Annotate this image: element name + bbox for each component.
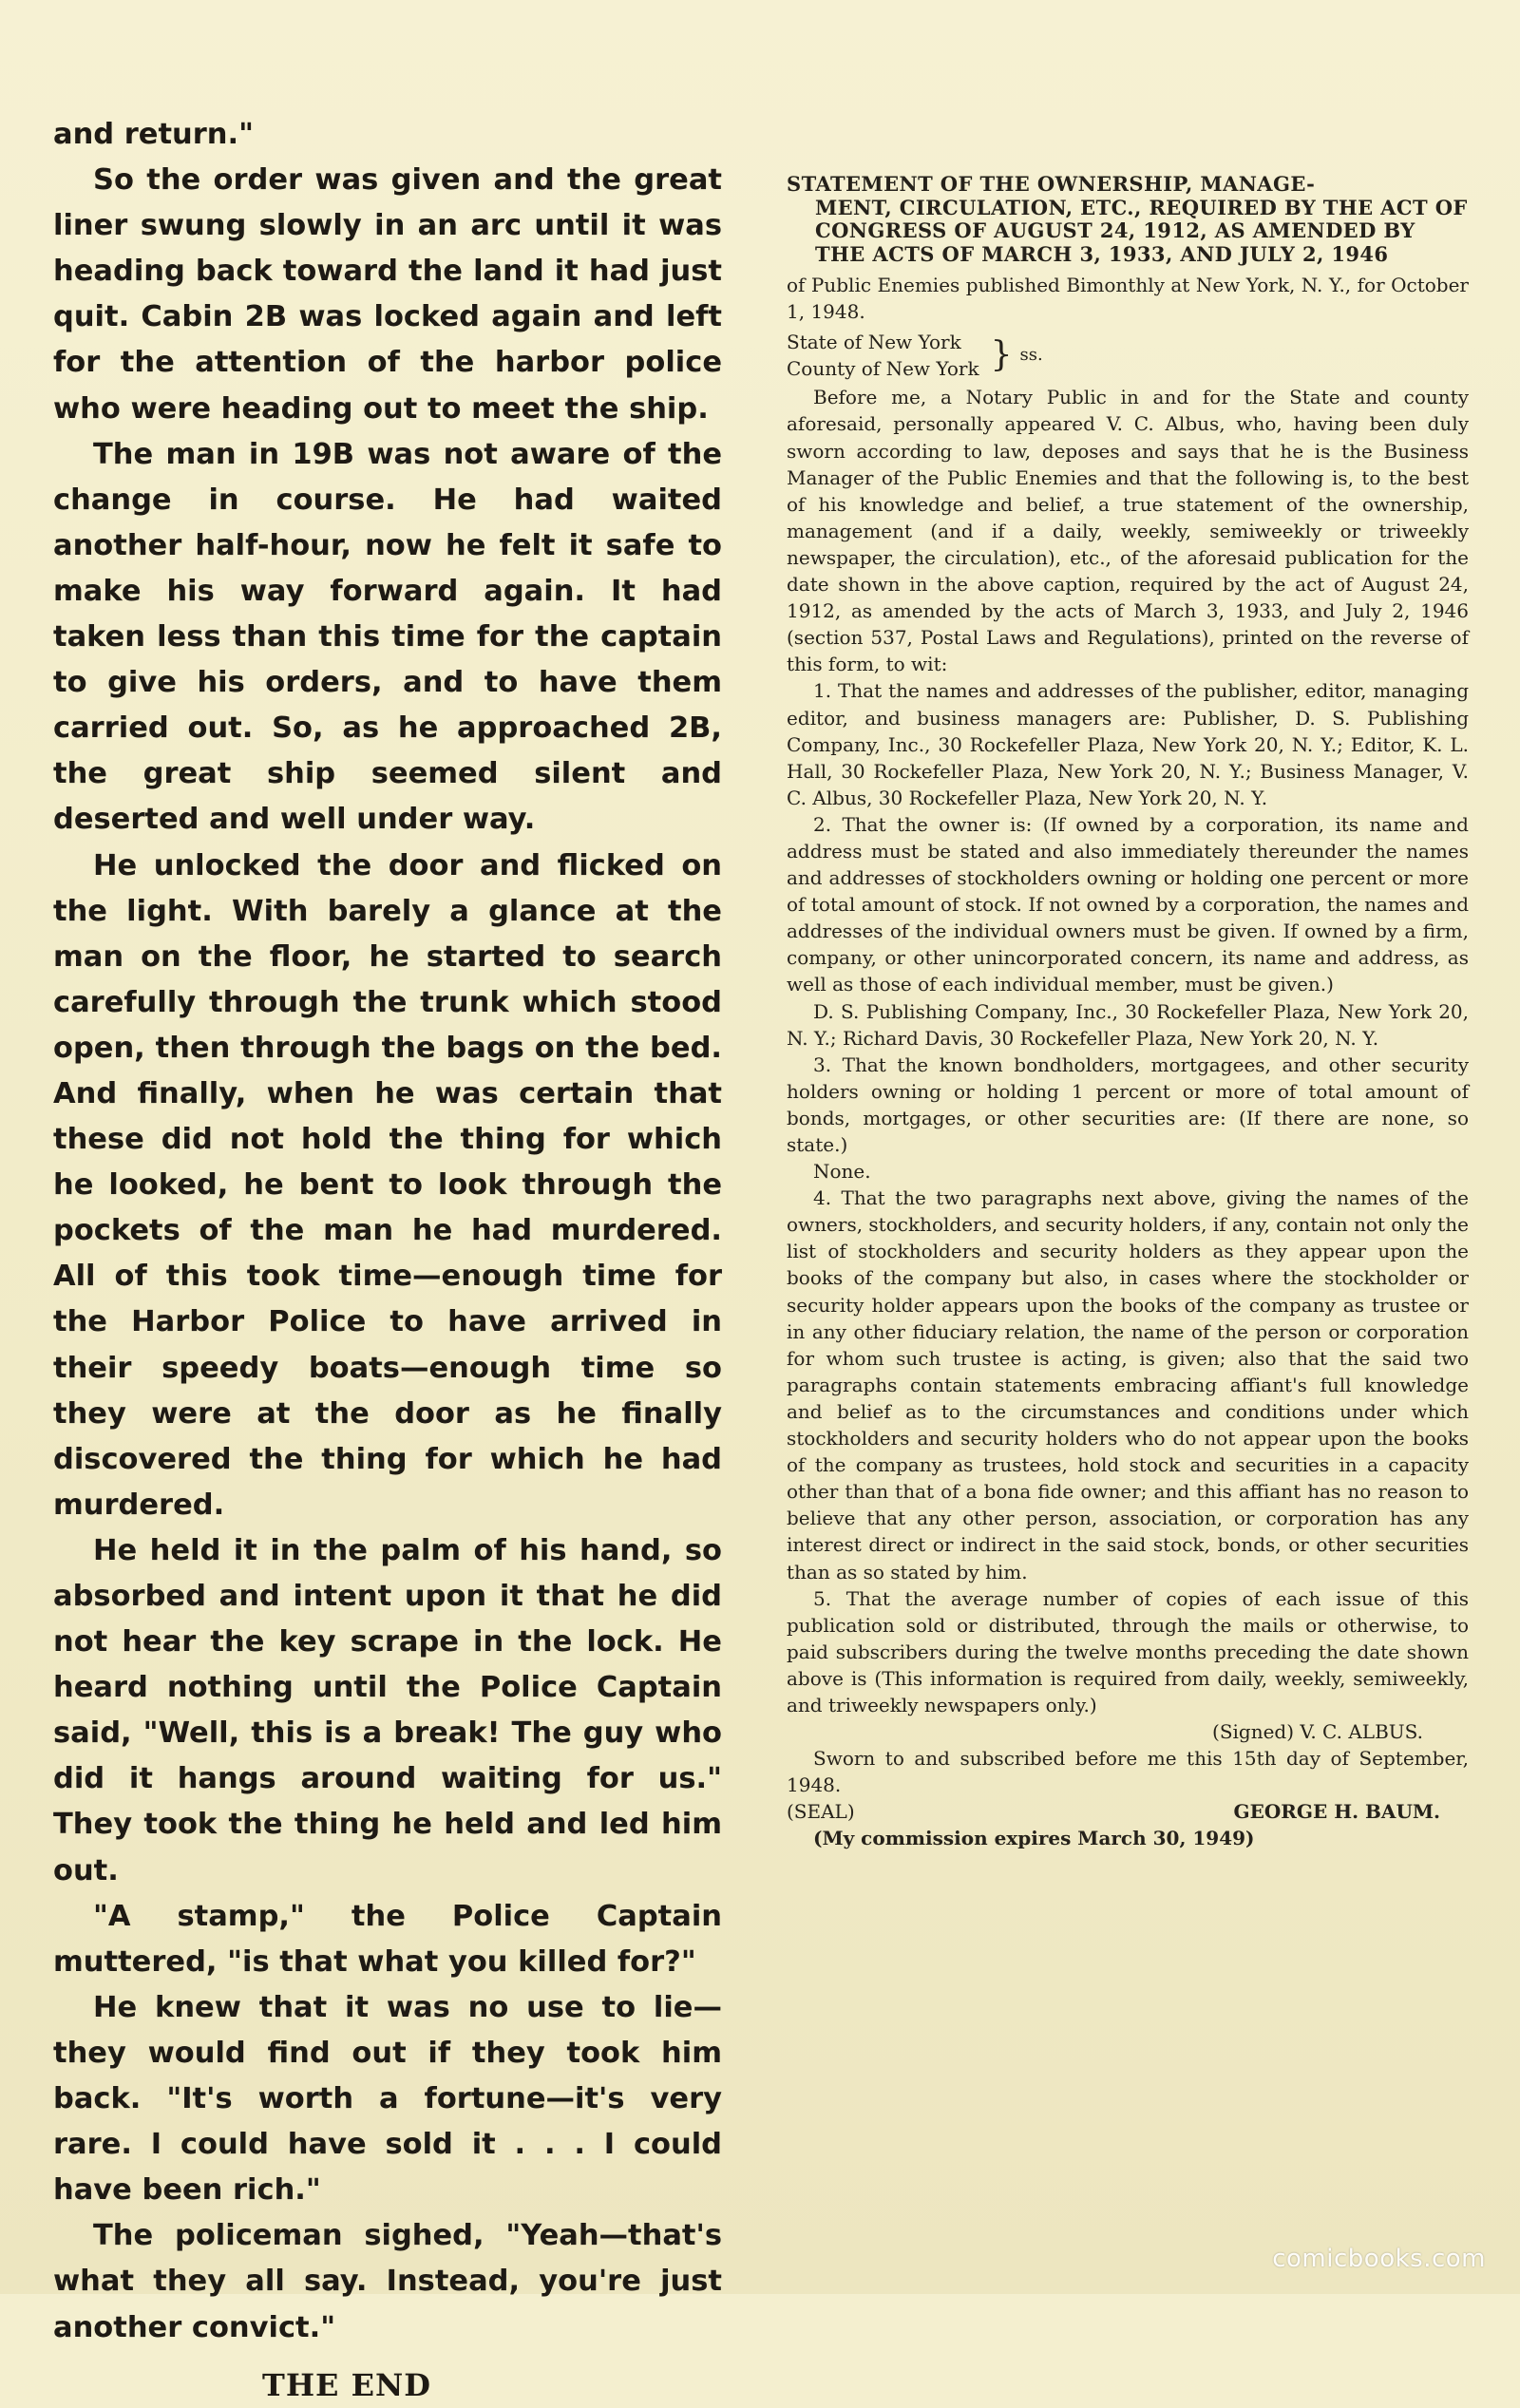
- story-paragraph: The man in 19B was not aware of the change in course. He had waited another half-hour, now he felt it safe to make his way forward again. It had taken less than this time for the captain to give his orders, and to have them carried out. So, as he approached 2B, the great ship seemed silent and deserted and well under way.: [53, 437, 722, 837]
- statement-paragraph: None.: [813, 1160, 871, 1184]
- statement-paragraph: 1. That the names and addresses of the publisher, editor, managing editor, and business managers are: Publisher, D. S. Publishing Company, Inc., 30 Rockefeller Plaza, New York 20, N. Y.; Editor, K. L. Hall, 30 Rockefeller Plaza, New York 20, N. Y.; Business Manager, V. C. Albus, 30 Rockefeller Plaza, New York 20, N. Y.: [787, 679, 1469, 809]
- story-paragraph: So the order was given and the great liner swung slowly in an arc until it was heading back toward the land it had just quit. Cabin 2B was locked again and left for the attention of the harbor police who were heading out to meet the ship.: [53, 163, 722, 426]
- venue-ss: ss.: [1019, 345, 1043, 366]
- venue-county: County of New York: [787, 357, 979, 381]
- ownership-statement: [787, 173, 1469, 2130]
- statement-heading-rest: MENT, CIRCULATION, ETC., REQUIRED BY THE ACT OF CONGRESS OF AUGUST 24, 1912, AS AMENDED BY THE ACTS OF MARCH 3, 1933, AND JULY 2, 1946: [815, 195, 1468, 266]
- statement-paragraph: D. S. Publishing Company, Inc., 30 Rockefeller Plaza, New York 20, N. Y.; Richard Davis, 30 Rockefeller Plaza, New York 20, N. Y.: [787, 999, 1469, 1050]
- story-paragraph: He held it in the palm of his hand, so absorbed and intent upon it that he did not hear the key scrape in the lock. He heard nothing until the Police Captain said, "Well, this is a break! The guy who did it hangs around waiting for us." They took the thing he held and led him out.: [53, 1533, 722, 1887]
- story-paragraph: He knew that it was no use to lie—they would find out if they took him back. "It's worth a fortune—it's very rare. I could have sold it . . . I could have been rich.": [53, 1990, 722, 2208]
- venue-block: [787, 329, 1469, 382]
- sworn-line: Sworn to and subscribed before me this 15th day of September, 1948.: [787, 1747, 1469, 1797]
- statement-intro: of Public Enemies published Bimonthly at New York, N. Y., for October 1, 1948.: [787, 274, 1469, 324]
- site-watermark: comicbooks.com: [1272, 2245, 1486, 2273]
- seal-row: [787, 1798, 1469, 1825]
- story-paragraph: "A stamp," the Police Captain muttered, "is that what you killed for?": [53, 1899, 722, 1979]
- statement-paragraph: 3. That the known bondholders, mortgagees, and other security holders owning or holding 1 percent or more of total amount of bonds, mortgages, or other securities are: (If there are none, so state.): [787, 1052, 1469, 1156]
- statement-paragraph: 2. That the owner is: (If owned by a corporation, its name and address must be stated and also immediately thereunder the names and addresses of stockholders owning or holding one percent or more of total amount of stock. If not owned by a corporation, the names and addresses of the individual owners must be given. If owned by a firm, company, or other unincorporated concern, its name and address, as well as those of each individual member, must be given.): [787, 812, 1469, 996]
- seal-label: (SEAL): [787, 1800, 855, 1824]
- statement-paragraph: Before me, a Notary Public in and for the State and county aforesaid, personally appeared V. C. Albus, who, having been duly sworn according to law, deposes and says that he is the Business Manager of the Public Enemies and that the following is, to the best of his knowledge and belief, a true statement of the ownership, management (and if a daily, weekly, semiweekly or triweekly newspaper, the circulation), etc., of the aforesaid publication for the date shown in the above caption, required by the act of August 24, 1912, as amended by the acts of March 3, 1933, and July 2, 1946 (section 537, Postal Laws and Regulations), printed on the reverse of this form, to wit:: [787, 386, 1469, 676]
- the-end-label: THE END: [262, 2366, 431, 2403]
- story-paragraph: The policeman sighed, "Yeah—that's what they all say. Instead, you're just another convict.": [53, 2219, 722, 2344]
- commission-line: (My commission expires March 30, 1949): [813, 1827, 1255, 1850]
- statement-paragraph: 4. That the two paragraphs next above, giving the names of the owners, stockholders, and security holders, if any, contain not only the list of stockholders and security holders as they appear upon the books of the company but also, in cases where the stockholder or security holder appears upon the books of the company as trustee or in any other fiduciary relation, the name of the person or corporation for whom such trustee is acting, is given; also that the said two paragraphs contain statements embracing affiant's full knowledge and belief as to the circumstances and conditions under which stockholders and security holders who do not appear upon the books of the company as trustees, hold stock and securities in a capacity other than that of a bona fide owner; and this affiant has no reason to believe that any other person, association, or corporation has any interest direct or indirect in the said stock, bonds, or other securities than as so stated by him.: [787, 1186, 1469, 1583]
- story-paragraph: and return.": [53, 118, 254, 151]
- statement-paragraph: 5. That the average number of copies of each issue of this publication sold or distributed, through the mails or otherwise, to paid subscribers during the twelve months preceding the date shown above is (This information is required from daily, weekly, semiweekly, and triweekly newspapers only.): [787, 1586, 1469, 1716]
- brace-icon: }: [990, 335, 1013, 375]
- notary-name: GEORGE H. BAUM.: [1233, 1800, 1440, 1824]
- story-paragraph: He unlocked the door and flicked on the light. With barely a glance at the man on the floor, he started to search carefully through the trunk which stood open, then through the bags on the bed. And finally, when he was certain that these did not hold the thing for which he looked, he bent to look through the pockets of the man he had murdered. All of this took time—enough time for the Harbor Police to have arrived in their speedy boats—enough time so they were at the door as he finally discovered the thing for which he had murdered.: [53, 848, 722, 1522]
- venue-state: State of New York: [787, 331, 961, 354]
- statement-heading-line1: STATEMENT OF THE OWNERSHIP, MANAGE-: [787, 172, 1316, 196]
- story-column: [53, 112, 722, 2403]
- statement-heading: [787, 173, 1469, 266]
- signed-line: (Signed) V. C. ALBUS.: [1212, 1720, 1423, 1744]
